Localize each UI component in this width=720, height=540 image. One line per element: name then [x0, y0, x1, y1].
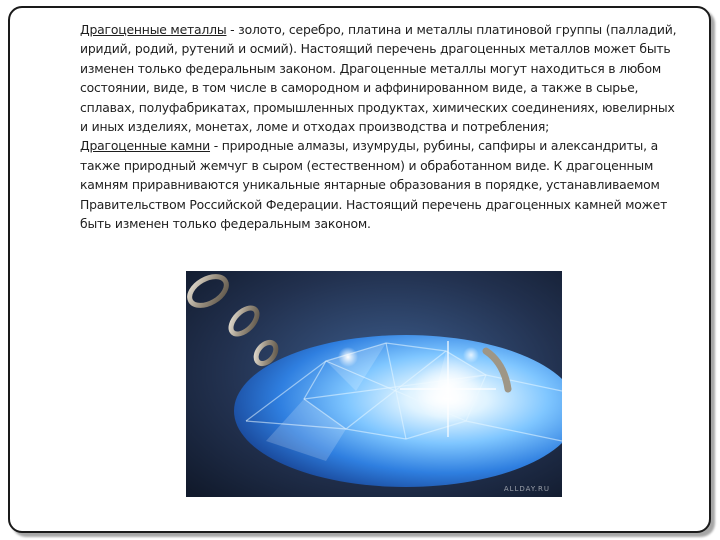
- slide-text: [80, 20, 684, 233]
- image-watermark: ALLDAY.RU: [503, 485, 550, 493]
- term-precious-metals: Драгоценные металлы: [80, 22, 227, 37]
- gemstone-illustration: [186, 271, 562, 497]
- term-precious-stones: Драгоценные камни: [80, 138, 211, 154]
- definition-precious-metals: - золото, серебро, платина и металлы платиновой группы (палладий, иридий, родий, рутений и осмий). Настоящий перечень драгоценных металлов может быть изменен только федеральным законом. Драгоценные металлы могут находиться в любом состоянии, виде, в том числе в самородном и аффинированном виде, а также в сырье, сплавах, полуфабрикатах, промышленных продуктах, химических соединениях, ювелирных и иных изделиях, монетах, ломе и отходах производства и потребления;: [80, 22, 677, 135]
- paragraph-precious-stones: [80, 136, 684, 233]
- paragraph-precious-metals: [80, 20, 684, 136]
- gemstone-photo: [186, 271, 562, 497]
- definition-precious-stones: - природные алмазы, изумруды, рубины, сапфиры и александриты, а также природный жемчуг в сыром (естественном) и обработанном виде. К драгоценным камням приравниваются уникальные янтарные образования в порядке, устанавливаемом Правительством Российской Федерации. Настоящий перечень драгоценных камней может быть изменен только федеральным законом.: [80, 138, 668, 232]
